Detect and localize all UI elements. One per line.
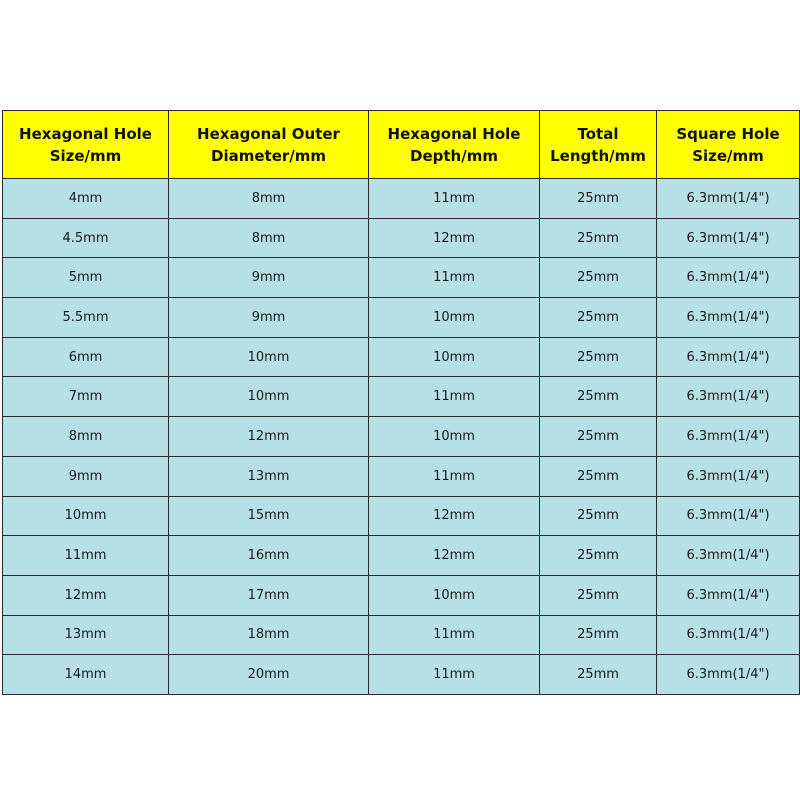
cell-hex-outer-diameter: 10mm [169, 377, 369, 417]
cell-total-length: 25mm [540, 536, 657, 576]
cell-total-length: 25mm [540, 615, 657, 655]
cell-hex-outer-diameter: 8mm [169, 179, 369, 219]
header-line: Size/mm [692, 146, 764, 165]
cell-total-length: 25mm [540, 337, 657, 377]
cell-hex-outer-diameter: 9mm [169, 258, 369, 298]
cell-hex-hole-depth: 11mm [369, 377, 540, 417]
cell-square-hole-size: 6.3mm(1/4") [657, 298, 800, 338]
cell-square-hole-size: 6.3mm(1/4") [657, 456, 800, 496]
cell-hex-hole-size: 9mm [3, 456, 169, 496]
cell-total-length: 25mm [540, 655, 657, 695]
header-line: Hexagonal Hole [387, 124, 521, 143]
cell-total-length: 25mm [540, 496, 657, 536]
cell-hex-hole-size: 12mm [3, 575, 169, 615]
header-line: Length/mm [550, 146, 646, 165]
header-hex-outer-diameter [169, 111, 369, 179]
cell-hex-hole-size: 7mm [3, 377, 169, 417]
table-row [3, 417, 800, 457]
header-line: Total [577, 124, 619, 143]
cell-square-hole-size: 6.3mm(1/4") [657, 615, 800, 655]
table-row [3, 496, 800, 536]
header-line: Depth/mm [410, 146, 498, 165]
table-row [3, 456, 800, 496]
cell-hex-hole-depth: 10mm [369, 417, 540, 457]
cell-hex-hole-depth: 11mm [369, 655, 540, 695]
table-row [3, 655, 800, 695]
cell-hex-outer-diameter: 18mm [169, 615, 369, 655]
cell-hex-hole-depth: 10mm [369, 337, 540, 377]
spec-table [2, 110, 800, 695]
cell-total-length: 25mm [540, 456, 657, 496]
cell-hex-hole-depth: 11mm [369, 258, 540, 298]
cell-hex-outer-diameter: 12mm [169, 417, 369, 457]
cell-hex-outer-diameter: 15mm [169, 496, 369, 536]
cell-square-hole-size: 6.3mm(1/4") [657, 536, 800, 576]
cell-hex-outer-diameter: 9mm [169, 298, 369, 338]
cell-hex-hole-depth: 10mm [369, 575, 540, 615]
cell-square-hole-size: 6.3mm(1/4") [657, 496, 800, 536]
cell-total-length: 25mm [540, 417, 657, 457]
cell-hex-hole-depth: 12mm [369, 496, 540, 536]
cell-hex-hole-size: 5.5mm [3, 298, 169, 338]
cell-hex-hole-depth: 10mm [369, 298, 540, 338]
cell-hex-outer-diameter: 13mm [169, 456, 369, 496]
cell-total-length: 25mm [540, 377, 657, 417]
cell-hex-hole-depth: 12mm [369, 536, 540, 576]
cell-hex-outer-diameter: 17mm [169, 575, 369, 615]
header-hex-hole-size [3, 111, 169, 179]
table-row [3, 615, 800, 655]
cell-square-hole-size: 6.3mm(1/4") [657, 258, 800, 298]
header-line: Square Hole [676, 124, 780, 143]
cell-hex-hole-size: 4mm [3, 179, 169, 219]
cell-total-length: 25mm [540, 179, 657, 219]
cell-hex-hole-depth: 11mm [369, 615, 540, 655]
header-square-hole-size [657, 111, 800, 179]
cell-square-hole-size: 6.3mm(1/4") [657, 377, 800, 417]
cell-hex-hole-size: 5mm [3, 258, 169, 298]
cell-square-hole-size: 6.3mm(1/4") [657, 218, 800, 258]
cell-hex-hole-size: 14mm [3, 655, 169, 695]
cell-hex-hole-size: 10mm [3, 496, 169, 536]
cell-hex-hole-size: 11mm [3, 536, 169, 576]
cell-hex-outer-diameter: 20mm [169, 655, 369, 695]
cell-total-length: 25mm [540, 298, 657, 338]
table-row [3, 536, 800, 576]
table-body [3, 179, 800, 695]
header-row [3, 111, 800, 179]
table-row [3, 258, 800, 298]
cell-square-hole-size: 6.3mm(1/4") [657, 655, 800, 695]
cell-hex-outer-diameter: 16mm [169, 536, 369, 576]
table-row [3, 575, 800, 615]
table-row [3, 298, 800, 338]
cell-square-hole-size: 6.3mm(1/4") [657, 575, 800, 615]
cell-hex-hole-size: 8mm [3, 417, 169, 457]
cell-hex-outer-diameter: 8mm [169, 218, 369, 258]
cell-square-hole-size: 6.3mm(1/4") [657, 337, 800, 377]
header-total-length [540, 111, 657, 179]
cell-hex-hole-size: 13mm [3, 615, 169, 655]
cell-total-length: 25mm [540, 218, 657, 258]
cell-hex-hole-size: 6mm [3, 337, 169, 377]
header-hex-hole-depth [369, 111, 540, 179]
cell-total-length: 25mm [540, 575, 657, 615]
table-row [3, 218, 800, 258]
cell-hex-outer-diameter: 10mm [169, 337, 369, 377]
header-line: Size/mm [49, 146, 122, 165]
cell-total-length: 25mm [540, 258, 657, 298]
header-line: Diameter/mm [211, 146, 326, 165]
cell-hex-hole-depth: 11mm [369, 179, 540, 219]
cell-hex-hole-depth: 11mm [369, 456, 540, 496]
table-row [3, 377, 800, 417]
table-row [3, 179, 800, 219]
header-line: Hexagonal Outer [197, 124, 340, 143]
header-line: Hexagonal Hole [19, 124, 152, 143]
cell-hex-hole-depth: 12mm [369, 218, 540, 258]
cell-square-hole-size: 6.3mm(1/4") [657, 417, 800, 457]
cell-square-hole-size: 6.3mm(1/4") [657, 179, 800, 219]
cell-hex-hole-size: 4.5mm [3, 218, 169, 258]
table-row [3, 337, 800, 377]
